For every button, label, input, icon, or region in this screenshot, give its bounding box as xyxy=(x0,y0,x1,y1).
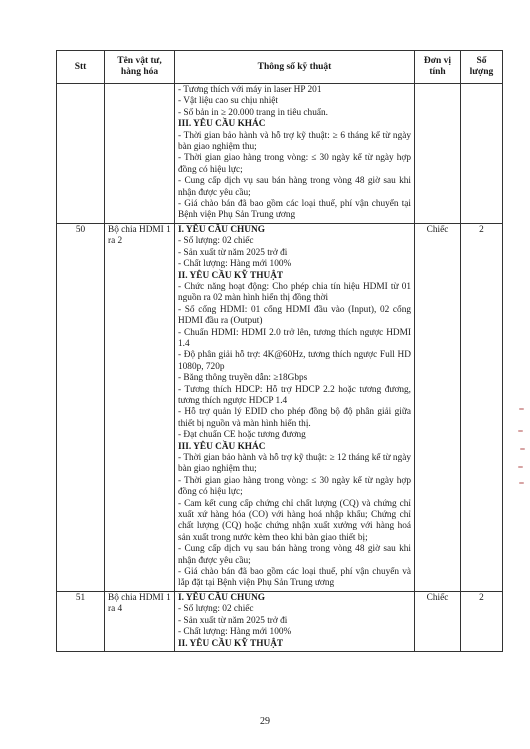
quantity-cell xyxy=(461,84,503,224)
spec-line: - Chức năng hoạt động: Cho phép chia tín hiệu HDMI từ 01 nguồn ra 02 màn hình hiển thị đồng thời xyxy=(178,281,411,304)
quantity-cell: 2 xyxy=(461,591,503,651)
header-spec: Thông số kỹ thuật xyxy=(175,51,415,84)
unit-cell xyxy=(415,84,461,224)
spec-cell xyxy=(175,591,415,651)
section-heading: III. YÊU CẦU KHÁC xyxy=(178,119,266,130)
spec-line: - Sản xuất từ năm 2025 trở đi xyxy=(178,247,288,258)
stt-cell: 51 xyxy=(57,591,105,651)
unit-cell: Chiếc xyxy=(415,223,461,591)
spec-line: - Số bản in ≥ 20.000 trang in tiêu chuẩn. xyxy=(178,107,328,118)
spec-line: - Cung cấp dịch vụ sau bán hàng trong vòng 48 giờ sau khi nhận được yêu cầu; xyxy=(178,544,411,566)
spec-line: - Độ phân giải hỗ trợ: 4K@60Hz, tương thích ngược Full HD 1080p, 720p xyxy=(178,350,411,372)
spec-line: - Chất lượng: Hàng mới 100% xyxy=(178,627,292,638)
header-unit: Đơn vị tính xyxy=(415,51,461,84)
spec-table xyxy=(56,50,503,652)
spec-line: - Số cổng HDMI: 01 cổng HDMI đầu vào (Input), 02 cổng HDMI đầu ra (Output) xyxy=(178,304,411,327)
section-heading: II. YÊU CẦU KỸ THUẬT xyxy=(178,270,284,281)
stt-cell xyxy=(57,84,105,224)
table-row xyxy=(57,591,503,651)
spec-line: - Giá chào bán đã bao gồm các loại thuế, phí vận chuyển và lắp đặt tại Bệnh viện Phụ Sản Trung ương xyxy=(178,567,411,589)
spec-line: - Đạt chuẩn CE hoặc tương đương xyxy=(178,430,306,441)
spec-line: - Sản xuất từ năm 2025 trở đi xyxy=(178,615,288,626)
section-heading: I. YÊU CẦU CHUNG xyxy=(178,224,265,235)
spec-line: - Chất lượng: Hàng mới 100% xyxy=(178,259,292,270)
spec-line: - Hỗ trợ quản lý EDID cho phép đồng bộ độ phân giải giữa thiết bị nguồn và màn hình hiển thị. xyxy=(178,407,411,429)
item-name-cell: Bộ chia HDMI 1 ra 2 xyxy=(105,223,175,591)
section-heading: I. YÊU CẦU CHUNG xyxy=(178,592,265,603)
spec-line: - Số lượng: 02 chiếc xyxy=(178,604,254,615)
spec-line: - Tương thích HDCP: Hỗ trợ HDCP 2.2 hoặc tương đương, tương thích ngược HDCP 1.4 xyxy=(178,384,411,406)
spec-line: - Thời gian bảo hành và hỗ trợ kỹ thuật: ≥ 6 tháng kể từ ngày bàn giao nghiệm thu; xyxy=(178,130,411,153)
spec-line: - Thời gian giao hàng trong vòng: ≤ 30 ngày kể từ ngày hợp đồng có hiệu lực; xyxy=(178,153,411,175)
spec-line: - Tương thích với máy in laser HP 201 xyxy=(178,85,322,95)
page-number: 29 xyxy=(260,716,270,727)
spec-line: - Băng thông truyền dẫn: ≥18Gbps xyxy=(178,373,308,384)
header-row xyxy=(57,51,503,84)
item-name-cell: Bộ chia HDMI 1 ra 4 xyxy=(105,591,175,651)
section-heading: III. YÊU CẦU KHÁC xyxy=(178,441,266,452)
section-heading: II. YÊU CẦU KỸ THUẬT xyxy=(178,638,284,649)
spec-line: - Thời gian bảo hành và hỗ trợ kỹ thuật: ≥ 12 tháng kể từ ngày bàn giao nghiệm thu; xyxy=(178,453,411,475)
spec-line: - Cam kết cung cấp chứng chỉ chất lượng (CQ) và chứng chỉ xuất xứ hàng hóa (CO) với hàng hoá nhập khẩu; Chứng chỉ chất lượng (CQ) hoặc chứng nhận xuất xưởng với hàng hoá sản xuất trong nước kèm theo khi bàn giao thiết bị; xyxy=(178,498,411,543)
item-name-cell xyxy=(105,84,175,224)
spec-line: - Chuẩn HDMI: HDMI 2.0 trở lên, tương thích ngược HDMI 1.4 xyxy=(178,327,411,349)
spec-line: - Số lượng: 02 chiếc xyxy=(178,236,254,247)
stt-cell: 50 xyxy=(57,223,105,591)
spec-line: - Cung cấp dịch vụ sau bán hàng trong vòng 48 giờ sau khi nhận được yêu cầu; xyxy=(178,176,411,198)
spec-cell xyxy=(175,223,415,591)
spec-cell xyxy=(175,84,415,224)
header-item-name: Tên vật tư, hàng hóa xyxy=(105,51,175,84)
header-quantity: Số lượng xyxy=(461,51,503,84)
stamp-mark xyxy=(518,408,524,488)
quantity-cell: 2 xyxy=(461,223,503,591)
spec-line: - Giá chào bán đã bao gồm các loại thuế, phí vận chuyển tại Bệnh viện Phụ Sản Trung ương xyxy=(178,199,411,221)
spec-line: - Thời gian giao hàng trong vòng: ≤ 30 ngày kể từ ngày hợp đồng có hiệu lực; xyxy=(178,475,411,498)
header-stt: Stt xyxy=(57,51,105,84)
table-row xyxy=(57,223,503,591)
table-row-continuation xyxy=(57,84,503,224)
spec-line: - Vật liệu cao su chịu nhiệt xyxy=(178,96,279,107)
unit-cell: Chiếc xyxy=(415,591,461,651)
